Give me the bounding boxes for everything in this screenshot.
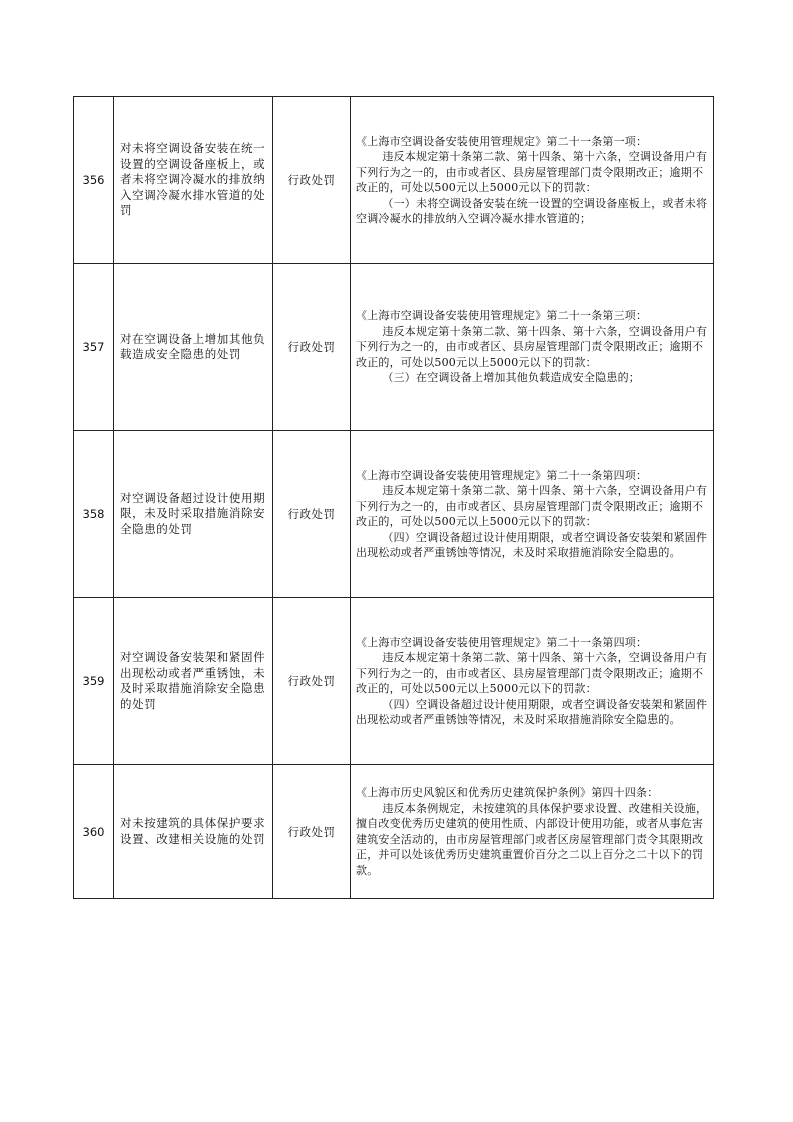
legal-basis [351, 598, 714, 765]
basis-clause: （三）在空调设备上增加其他负载造成安全隐患的； [382, 371, 640, 385]
penalty-table [73, 96, 714, 899]
basis-body: 违反本规定第十条第二款、第十四条、第十六条，空调设备用户有下列行为之一的，由市或者区、县房屋管理部门责令限期改正；逾期不改正的，可处以500元以上5000元以下的罚款： [356, 150, 708, 194]
basis-clause: （四）空调设备超过设计使用期限，或者空调设备安装架和紧固件出现松动或者严重锈蚀等情况，未及时采取措施消除安全隐患的。 [356, 697, 708, 726]
table-row [74, 598, 714, 765]
penalty-item: 对空调设备超过设计使用期限，未及时采取措施消除安全隐患的处罚 [114, 431, 273, 598]
penalty-type: 行政处罚 [273, 765, 351, 899]
basis-source: 《上海市空调设备安装使用管理规定》第二十一条第四项： [356, 468, 648, 482]
table-row [74, 431, 714, 598]
basis-clause: （四）空调设备超过设计使用期限，或者空调设备安装架和紧固件出现松动或者严重锈蚀等情况，未及时采取措施消除安全隐患的。 [356, 530, 708, 559]
row-number: 357 [74, 264, 114, 431]
basis-source: 《上海市空调设备安装使用管理规定》第二十一条第一项： [356, 134, 648, 148]
basis-source: 《上海市空调设备安装使用管理规定》第二十一条第四项： [356, 635, 648, 649]
penalty-item: 对未将空调设备安装在统一设置的空调设备座板上，或者未将空调冷凝水的排放纳入空调冷凝水排水管道的处罚 [114, 97, 273, 264]
penalty-type: 行政处罚 [273, 97, 351, 264]
table-row [74, 97, 714, 264]
row-number: 360 [74, 765, 114, 899]
row-number: 359 [74, 598, 114, 765]
row-number: 356 [74, 97, 114, 264]
basis-source: 《上海市空调设备安装使用管理规定》第二十一条第三项： [356, 309, 648, 323]
legal-basis [351, 97, 714, 264]
basis-body: 违反本规定第十条第二款、第十四条、第十六条，空调设备用户有下列行为之一的，由市或者区、县房屋管理部门责令限期改正；逾期不改正的，可处以500元以上5000元以下的罚款： [356, 324, 708, 369]
basis-body: 违反本条例规定，未按建筑的具体保护要求设置、改建相关设施，擅自改变优秀历史建筑的使用性质、内部设计使用功能，或者从事危害建筑安全活动的，由市房屋管理部门或者区房屋管理部门责令其限期改正，并可以处该优秀历史建筑重置价百分之二以上百分之二十以下的罚款。 [356, 801, 708, 877]
basis-clause: （一）未将空调设备安装在统一设置的空调设备座板上，或者未将空调冷凝水的排放纳入空调冷凝水排水管道的； [356, 196, 708, 225]
penalty-item: 对未按建筑的具体保护要求设置、改建相关设施的处罚 [114, 765, 273, 899]
penalty-type: 行政处罚 [273, 264, 351, 431]
penalty-item: 对在空调设备上增加其他负载造成安全隐患的处罚 [114, 264, 273, 431]
legal-basis [351, 264, 714, 431]
table-row [74, 765, 714, 899]
penalty-type: 行政处罚 [273, 431, 351, 598]
penalty-item: 对空调设备安装架和紧固件出现松动或者严重锈蚀，未及时采取措施消除安全隐患的处罚 [114, 598, 273, 765]
legal-basis [351, 431, 714, 598]
table-row [74, 264, 714, 431]
legal-basis [351, 765, 714, 899]
row-number: 358 [74, 431, 114, 598]
basis-body: 违反本规定第十条第二款、第十四条、第十六条，空调设备用户有下列行为之一的，由市或者区、县房屋管理部门责令限期改正；逾期不改正的，可处以500元以上5000元以下的罚款： [356, 484, 708, 528]
basis-source: 《上海市历史风貌区和优秀历史建筑保护条例》第四十四条： [356, 786, 659, 799]
penalty-type: 行政处罚 [273, 598, 351, 765]
basis-body: 违反本规定第十条第二款、第十四条、第十六条，空调设备用户有下列行为之一的，由市或者区、县房屋管理部门责令限期改正；逾期不改正的，可处以500元以上5000元以下的罚款： [356, 651, 708, 695]
